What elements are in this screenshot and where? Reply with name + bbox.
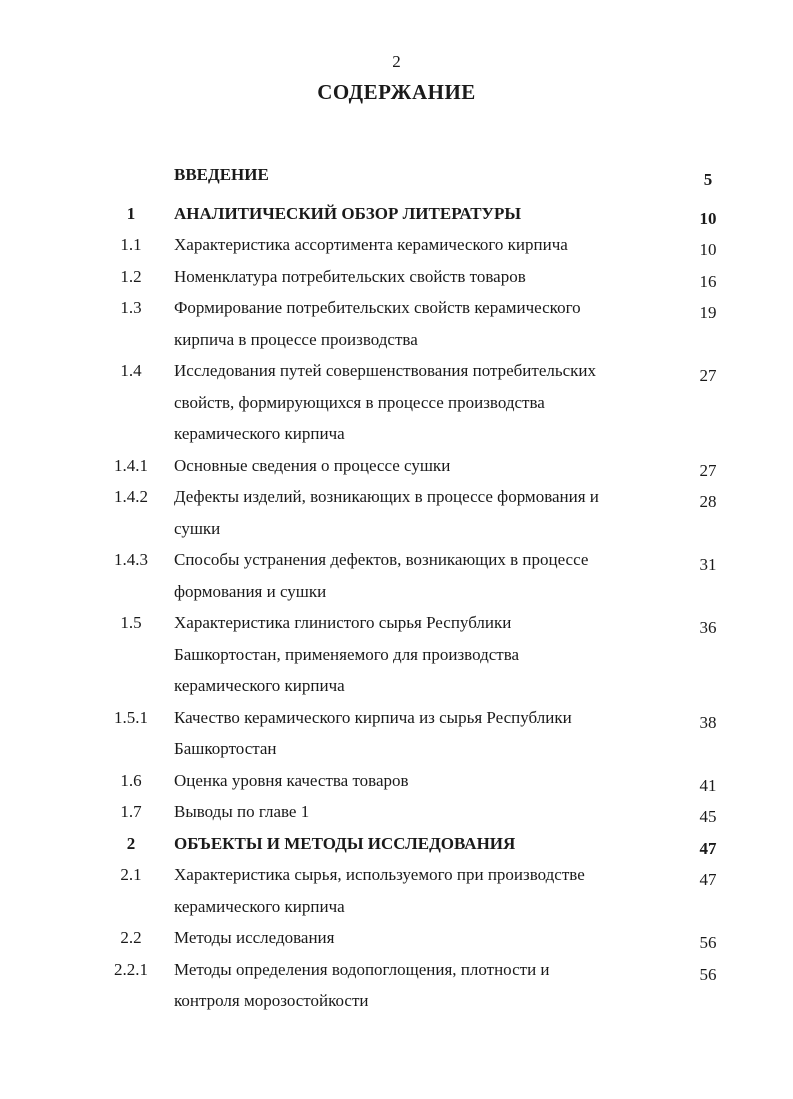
toc-entry-number: 1.5 (120, 613, 142, 632)
toc-entry-title-line: Характеристика сырья, используемого при производстве (174, 865, 585, 884)
toc-entry-number: 1.2 (120, 266, 142, 286)
toc-entry-title (174, 865, 674, 928)
toc-entry-page: 28 (699, 492, 717, 511)
toc-entry-page: 47 (699, 870, 717, 889)
toc-entry-number: 2 (126, 833, 136, 853)
toc-entry-number: 2.1 (120, 865, 142, 884)
toc-entry-page: 56 (699, 933, 717, 952)
toc-entry-title (174, 487, 674, 550)
toc-entry-title (174, 550, 674, 613)
toc-entry-title-line: Башкортостан, применяемого для производства (174, 644, 520, 664)
toc-entry-title (174, 235, 674, 267)
toc-entry-page: 45 (699, 807, 717, 826)
toc-entry-number: 1.5.1 (114, 707, 148, 727)
toc-entry-page: 16 (699, 271, 717, 291)
toc-entry-title-line: керамического кирпича (174, 896, 345, 916)
toc-entry-title-line: Оценка уровня качества товаров (174, 770, 409, 790)
toc-entry-number: 2.2 (120, 928, 142, 947)
toc-entry-title-line: кирпича в процессе производства (174, 329, 418, 349)
toc-entry-page: 38 (699, 712, 717, 732)
toc-entry-title (174, 960, 674, 1023)
toc-entry-page: 47 (699, 838, 717, 858)
toc-entry-title-line: свойств, формирующихся в процессе производства (174, 392, 545, 412)
toc-entry-title-line: Методы исследования (174, 928, 335, 947)
toc-entry-title (174, 708, 674, 771)
page-number: 2 (392, 52, 401, 71)
toc-entry-page: 36 (699, 618, 717, 637)
toc-entry-title (174, 298, 674, 361)
toc-entry-title-line: Основные сведения о процессе сушки (174, 455, 451, 475)
toc-entry-number: 1.7 (120, 802, 142, 821)
toc-entry-title (174, 204, 674, 236)
toc-entry-page: 27 (699, 366, 717, 385)
toc-entry-title-line: ОБЪЕКТЫ И МЕТОДЫ ИССЛЕДОВАНИЯ (174, 833, 516, 853)
toc-entry-page: 56 (699, 964, 717, 984)
toc-entry-number: 2.2.1 (114, 959, 148, 979)
toc-entry-title-line: контроля морозостойкости (174, 991, 369, 1010)
toc-entry-title (174, 834, 674, 866)
toc-entry-title-line: Номенклатура потребительских свойств товаров (174, 266, 526, 286)
toc-entry-number: 1.4 (120, 361, 142, 380)
toc-entry-title-line: Характеристика ассортимента керамического кирпича (174, 235, 568, 254)
toc-entry-title-line: Формирование потребительских свойств керамического (174, 298, 581, 317)
toc-entry-title-line: формования и сушки (174, 581, 327, 601)
toc-entry-title-line: керамического кирпича (174, 676, 345, 695)
page-title: СОДЕРЖАНИЕ (317, 80, 476, 104)
toc-entry-title-line: Характеристика глинистого сырья Республики (174, 613, 512, 632)
toc-entry-title (174, 613, 674, 708)
toc-entry-number: 1 (126, 203, 136, 223)
toc-entry-number: 1.4.2 (114, 487, 148, 506)
toc-entry-page: 5 (703, 170, 713, 189)
toc-entry-title-line: Качество керамического кирпича из сырья Республики (174, 707, 572, 727)
toc-entry-page: 31 (699, 555, 717, 574)
toc-entry-title (174, 771, 674, 803)
toc-entry-number: 1.6 (120, 770, 142, 790)
toc-entry-title-line: сушки (174, 518, 221, 538)
toc-entry-title (174, 361, 674, 456)
toc-entry-title-line: Башкортостан (174, 739, 277, 758)
toc-entry-title-line: Исследования путей совершенствования потребительских (174, 361, 597, 380)
toc-entry-number: 1.1 (120, 235, 142, 254)
toc-entry-title-line: АНАЛИТИЧЕСКИЙ ОБЗОР ЛИТЕРАТУРЫ (174, 203, 522, 223)
toc-entry-title (174, 456, 674, 488)
toc-entry-title-line: Способы устранения дефектов, возникающих в процессе (174, 550, 589, 569)
toc-entry-title-line: Выводы по главе 1 (174, 802, 310, 821)
toc-entry-page: 10 (699, 208, 717, 228)
toc-entry-title (174, 928, 674, 960)
toc-entry-page: 19 (699, 303, 717, 322)
toc-entry-title (174, 165, 674, 197)
toc-entry-number: 1.4.1 (114, 455, 148, 475)
toc-entry-number: 1.3 (120, 298, 142, 317)
toc-entry-title-line: Дефекты изделий, возникающих в процессе формования и (174, 487, 599, 506)
toc-entry-title-line: керамического кирпича (174, 424, 345, 443)
toc-entry-page: 10 (699, 240, 717, 259)
toc-entry-page: 27 (699, 460, 717, 480)
toc-entry-title-line: Методы определения водопоглощения, плотности и (174, 959, 550, 979)
toc-entry-title-line: ВВЕДЕНИЕ (174, 165, 269, 184)
toc-entry-number: 1.4.3 (114, 550, 148, 569)
toc-entry-title (174, 802, 674, 834)
toc-entry-page: 41 (699, 775, 717, 795)
toc-entry-title (174, 267, 674, 299)
